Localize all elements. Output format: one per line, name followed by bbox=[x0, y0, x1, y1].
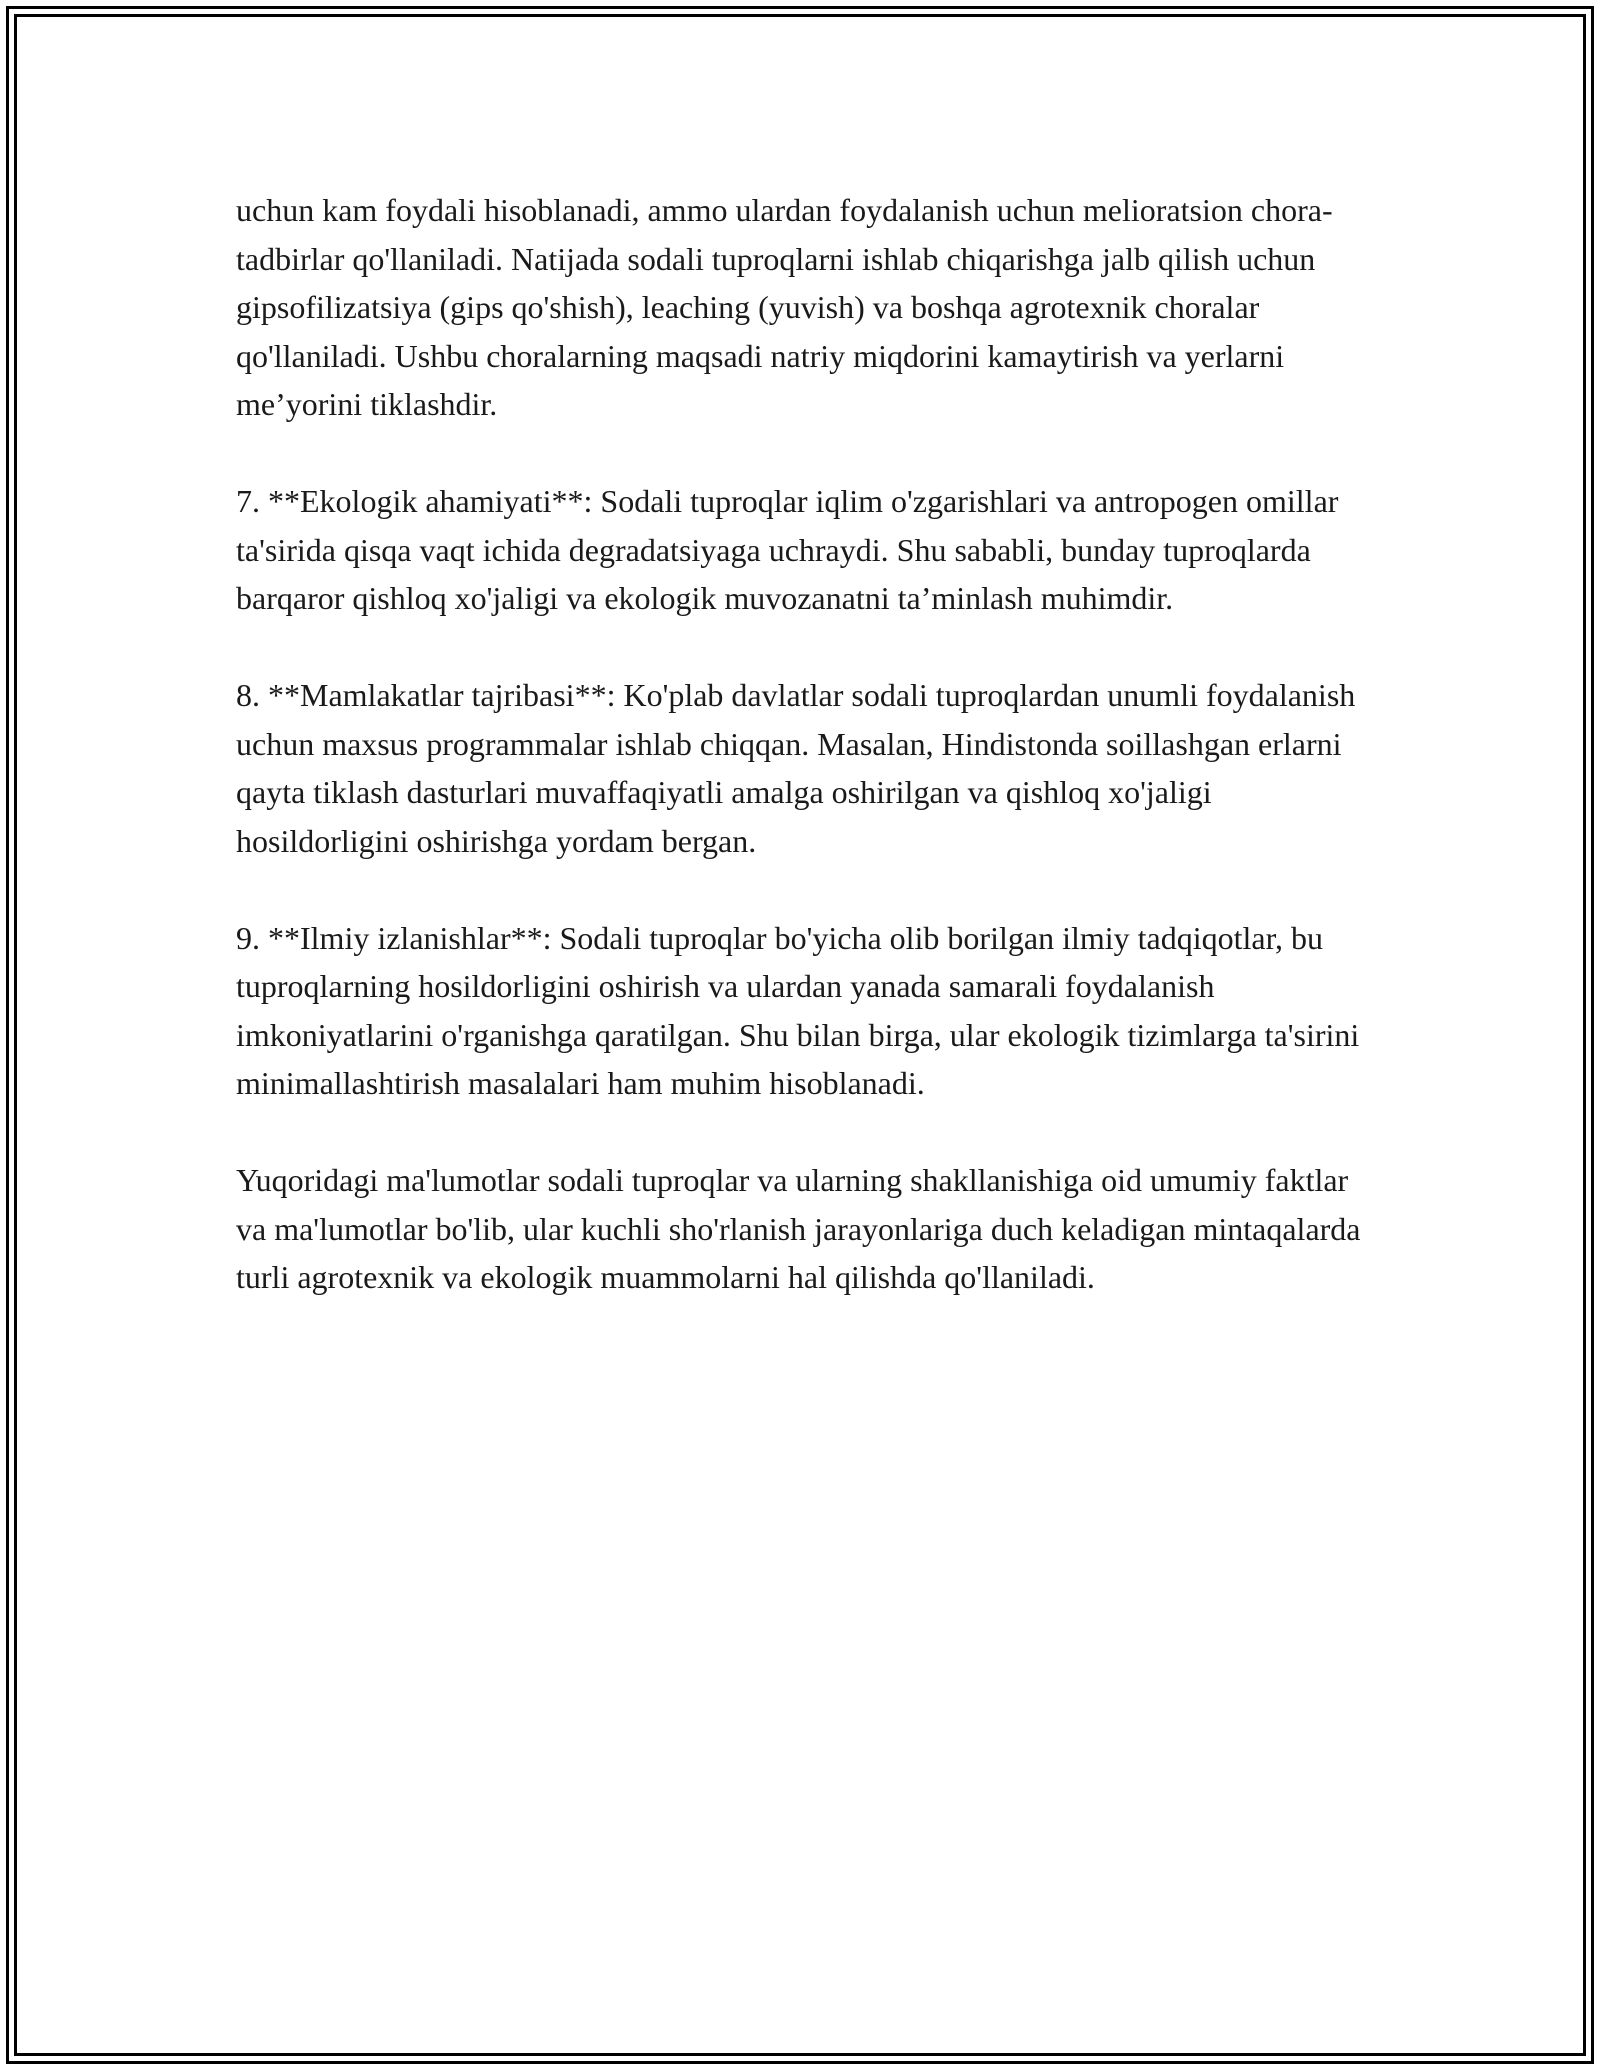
document-body bbox=[236, 186, 1376, 1302]
paragraph-ecological-importance: 7. **Ekologik ahamiyati**: Sodali tuproqlar iqlim o'zgarishlari va antropogen omillar ta'sirida qisqa vaqt ichida degradatsiyaga uchraydi. Shu sababli, bunday tuproqlarda barqaror qishloq xo'jaligi va ekologik muvozanatni ta’minlash muhimdir. bbox=[236, 483, 1339, 616]
paragraph-conclusion: Yuqoridagi ma'lumotlar sodali tuproqlar va ularning shakllanishiga oid umumiy faktlar va ma'lumotlar bo'lib, ular kuchli sho'rlanish jarayonlariga duch keladigan mintaqalarda turli agrotexnik va ekologik muammolarni hal qilishda qo'llaniladi. bbox=[236, 1162, 1361, 1295]
paragraph-scientific-research: 9. **Ilmiy izlanishlar**: Sodali tuproqlar bo'yicha olib borilgan ilmiy tadqiqotlar, bu tuproqlarning hosildorligini oshirish va ulardan yanada samarali foydalanish imkoniyatlarini o'rganishga qaratilgan. Shu bilan birga, ular ekologik tizimlarga ta'sirini minimallashtirish masalalari ham muhim hisoblanadi. bbox=[236, 919, 1360, 1101]
paragraph-continuation: uchun kam foydali hisoblanadi, ammo ulardan foydalanish uchun melioratsion chora-tadbirlar qo'llaniladi. Natijada sodali tuproqlarni ishlab chiqarishga jalb qilish uchun gipsofilizatsiya (gips qo'shish), leaching (yuvish) va boshqa agrotexnik choralar qo'llaniladi. Ushbu choralarning maqsadi natriy miqdorini kamaytirish va yerlarni me’yorini tiklashdir. bbox=[236, 192, 1333, 422]
paragraph-country-experience: 8. **Mamlakatlar tajribasi**: Ko'plab davlatlar sodali tuproqlardan unumli foydalanish uchun maxsus programmalar ishlab chiqqan. Masalan, Hindistonda soillashgan erlarni qayta tiklash dasturlari muvaffaqiyatli amalga oshirilgan va qishloq xo'jaligi hosildorligini oshirishga yordam bergan. bbox=[236, 677, 1356, 859]
